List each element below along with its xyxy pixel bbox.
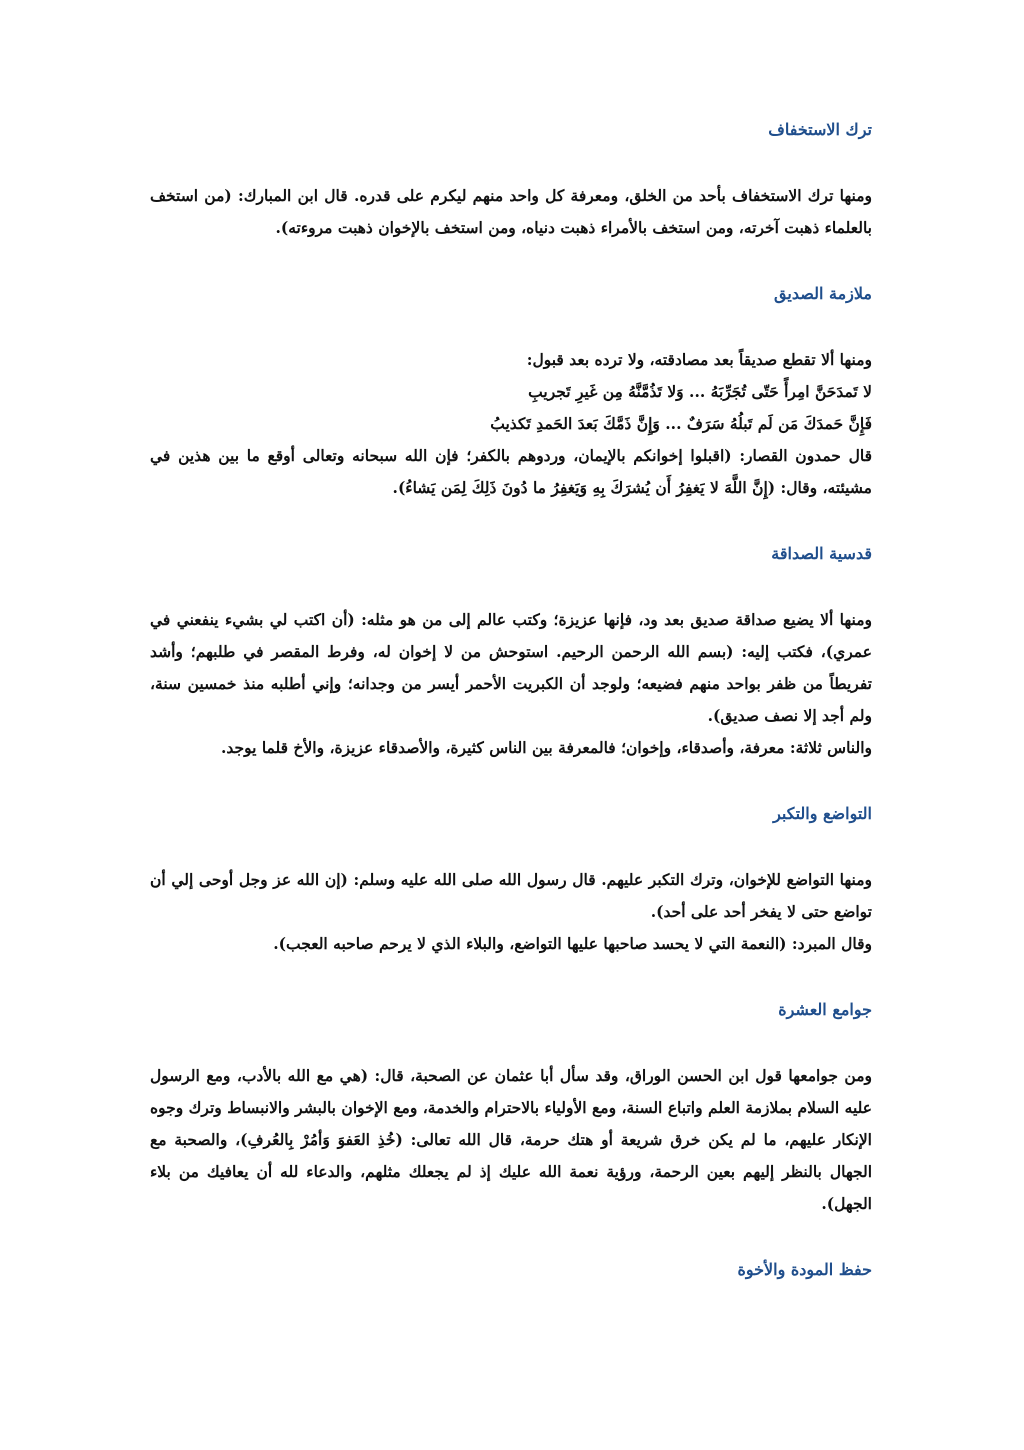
section-preserving-affection [150, 1258, 872, 1282]
poem-verse: فَإِنَّ حَمدَكَ مَن لَم تَبلُهُ سَرَفٌ ... وَإِنَّ ذَمَّكَ بَعدَ الحَمدِ تَكذيبُ [490, 414, 872, 433]
section-gap [150, 504, 872, 542]
section-heading: حفظ المودة والأخوة [737, 1260, 872, 1279]
paragraph: ومنها ترك الاستخفاف بأحد من الخلق، ومعرفة كل واحد منهم ليكرم على قدره. قال ابن المبارك: (من استخف بالعلماء ذهبت آخرته، ومن استخف بالأمراء ذهبت دنياه، ومن استخف بالإخوان ذهبت مروءته). [150, 186, 872, 237]
paragraph: قال حمدون القصار: (اقبلوا إخوانكم بالإيمان، وردوهم بالكفر؛ فإن الله سبحانه وتعالى أوقع ما بين هذين في مشيئته، وقال: (إِنَّ اللَّهَ لا يَغفِرُ أَن يُشرَكَ بِهِ وَيَغفِرُ ما دُونَ ذَلِكَ لِمَن يَشاءُ). [150, 446, 872, 497]
section-humility-arrogance [150, 802, 872, 998]
section-companionship-essentials [150, 998, 872, 1258]
section-heading: ترك الاستخفاف [768, 120, 872, 139]
paragraph: ومنها التواضع للإخوان، وترك التكبر عليهم. قال رسول الله صلى الله عليه وسلم: (إن الله عز وجل أوحى إلي أن تواضع حتى لا يفخر أحد على أحد). [150, 870, 872, 921]
section-heading: ملازمة الصديق [774, 284, 872, 303]
document-page [150, 118, 872, 1320]
section-gap [150, 1220, 872, 1258]
section-friend-companionship [150, 282, 872, 542]
section-heading: قدسية الصداقة [771, 544, 872, 563]
section-sanctity-of-friendship [150, 542, 872, 802]
section-gap [150, 244, 872, 282]
paragraph: ومن جوامعها قول ابن الحسن الوراق، وقد سأل أبا عثمان عن الصحبة، قال: (هي مع الله بالأدب، ومع الرسول عليه السلام بملازمة العلم واتباع السنة، ومع الأولياء بالاحترام والخدمة، ومع الإخوان بالبشر والانبساط وترك وجوه الإنكار عليهم، ما لم يكن خرق شريعة أو هتك حرمة، قال الله تعالى: (خُذِ العَفوَ وَأمُرْ بِالعُرفِ)، والصحبة مع الجهال بالنظر إليهم بعين الرحمة، ورؤية نعمة الله عليك إذ لم يجعلك مثلهم، والدعاء لله أن يعافيك من بلاء الجهل). [150, 1066, 872, 1213]
section-gap [150, 960, 872, 998]
paragraph: وقال المبرد: (النعمة التي لا يحسد صاحبها عليها التواضع، والبلاء الذي لا يرحم صاحبه العجب). [273, 934, 872, 953]
paragraph: ومنها ألا تقطع صديقاً بعد مصادقته، ولا ترده بعد قبول: [526, 350, 872, 369]
section-heading: التواضع والتكبر [773, 804, 872, 823]
poem-verse: لا تَمدَحَنَّ امِرأً حَتّى تُجَرِّبَهُ ... وَلا تَذُمَّنَّهُ مِن غَيرِ تَجريبِ [528, 382, 872, 401]
section-heading: جوامع العشرة [778, 1000, 872, 1019]
section-mockery [150, 118, 872, 282]
paragraph: ومنها ألا يضيع صداقة صديق بعد ود، فإنها عزيزة؛ وكتب عالم إلى من هو مثله: (أن اكتب لي بشيء ينفعني في عمري)، فكتب إليه: (بسم الله الرحمن الرحيم. استوحش من لا إخوان له، وفرط المقصر في طلبهم؛ وأشد تفريطاً من ظفر بواحد منهم فضيعه؛ ولوجد أن الكبريت الأحمر أيسر من وجدانه؛ وإني أطلبه منذ خمسين سنة، ولم أجد إلا نصف صديق). [150, 610, 872, 725]
paragraph: والناس ثلاثة: معرفة، وأصدقاء، وإخوان؛ فالمعرفة بين الناس كثيرة، والأصدقاء عزيزة، والأخ قلما يوجد. [220, 738, 872, 757]
section-gap [150, 764, 872, 802]
